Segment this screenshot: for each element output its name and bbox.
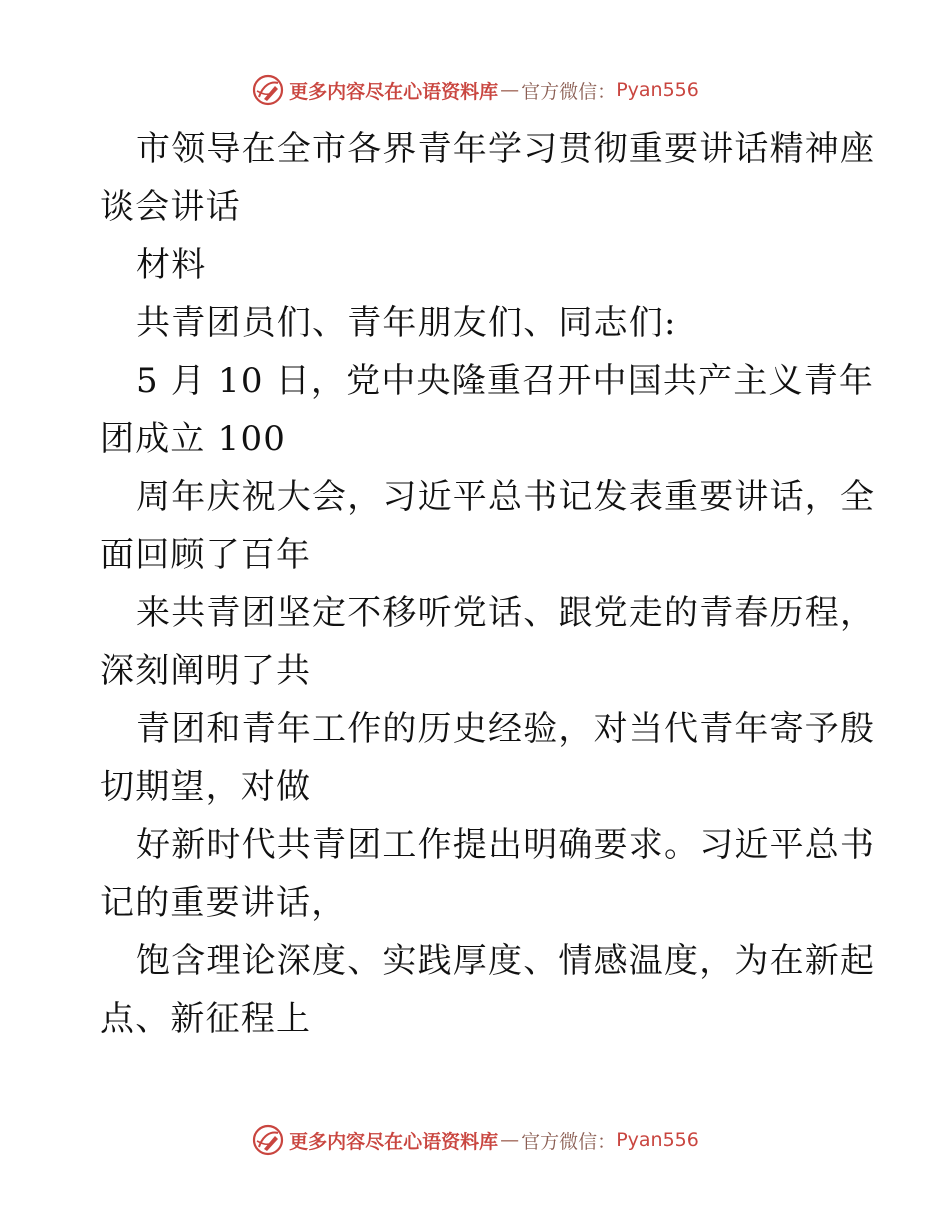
- watermark-brand: 更多内容尽在心语资料库: [289, 1130, 499, 1153]
- text-line: 市领导在全市各界青年学习贯彻重要讲话精神座: [136, 129, 876, 169]
- text-line: 记的重要讲话，: [100, 883, 347, 923]
- text-line: 好新时代共青团工作提出明确要求。习近平总书: [136, 825, 876, 865]
- text-line: 饱含理论深度、实践厚度、情感温度，为在新起: [136, 941, 876, 981]
- text-line: 点、新征程上: [100, 999, 312, 1039]
- pen-logo-icon: [251, 73, 285, 107]
- watermark-wechat-id: Pyan556: [616, 1129, 699, 1151]
- watermark-wechat-label: 官方微信：: [521, 1130, 617, 1153]
- document-body: [100, 120, 876, 1048]
- text-line: 共青团员们、青年朋友们、同志们:: [136, 303, 677, 343]
- pen-logo-icon: [251, 1123, 285, 1157]
- watermark-brand: 更多内容尽在心语资料库: [289, 80, 499, 103]
- text-line: 切期望，对做: [100, 767, 312, 807]
- watermark-dash: —: [500, 1129, 520, 1151]
- text-line: 深刻阐明了共: [100, 651, 312, 691]
- text-line: 5 月 10 日，党中央隆重召开中国共产主义青年: [136, 361, 875, 401]
- text-line: 青团和青年工作的历史经验，对当代青年寄予殷: [136, 709, 876, 749]
- watermark-wechat-id: Pyan556: [616, 79, 699, 101]
- text-line: 周年庆祝大会，习近平总书记发表重要讲话，全: [136, 477, 876, 517]
- watermark-dash: —: [500, 79, 520, 101]
- header-watermark: [0, 68, 950, 112]
- text-line: 面回顾了百年: [100, 535, 312, 575]
- text-line: 材料: [136, 245, 207, 285]
- watermark-wechat-label: 官方微信：: [521, 80, 617, 103]
- text-line: 团成立 100: [100, 419, 287, 459]
- footer-watermark: [0, 1118, 950, 1162]
- text-line: 来共青团坚定不移听党话、跟党走的青春历程，: [136, 593, 876, 633]
- text-line: 谈会讲话: [100, 187, 241, 227]
